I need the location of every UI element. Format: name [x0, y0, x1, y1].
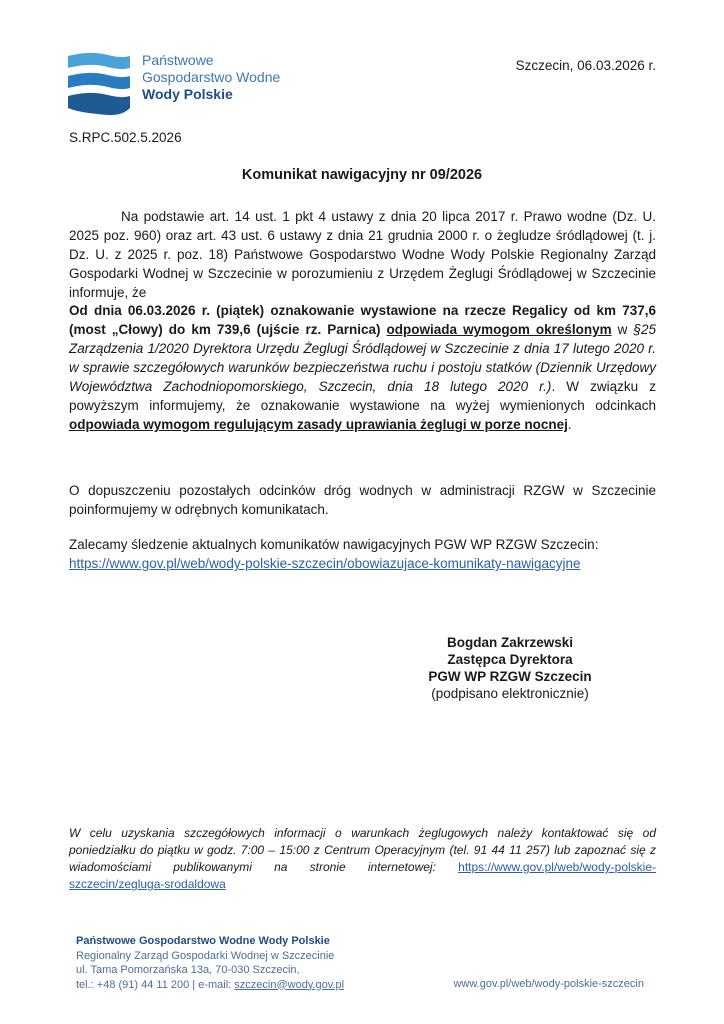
- signature-block: [400, 634, 620, 702]
- footer-website[interactable]: www.gov.pl/web/wody-polskie-szczecin: [453, 978, 644, 990]
- footer-contact: [76, 978, 344, 993]
- announcement-intro: Od dnia 06.03.2026 r. (piątek) oznakowanie wystawione na rzecze Regalicy od km 737,6 (most „Cłowy) do km 739,6 (ujście rz. Parnica): [69, 303, 656, 337]
- logo-line-3: Wody Polskie: [142, 86, 233, 102]
- footer-unit: Regionalny Zarząd Gospodarki Wodnej w Szczecinie: [76, 949, 335, 962]
- footer-address-line: ul. Tama Pomorzańska 13a, 70-030 Szczecin,: [76, 964, 300, 976]
- footer-phone: tel.: +48 (91) 44 11 200 | e-mail:: [76, 978, 235, 991]
- reference-number: S.RPC.502.5.2026: [69, 130, 182, 145]
- info-note: [69, 825, 656, 893]
- wody-polskie-logo-icon: [68, 52, 130, 116]
- logo-line-2: Gospodarstwo Wodne: [142, 69, 281, 85]
- paragraph-legal-basis: Na podstawie art. 14 ust. 1 pkt 4 ustawy z dnia 20 lipca 2017 r. Prawo wodne (Dz. U. 2025 poz. 960) oraz art. 43 ust. 6 ustawy z dnia 21 grudnia 2000 r. o żegludze śródlądowej (t. j. Dz. U. z 2025 r. poz. 18) Państwowe Gospodarstwo Wodne Wody Polskie Regionalny Zarząd Gospodarki Wodnej w Szczecinie w porozumieniu z Urzędem Żeglugi Śródlądowej w Szczecinie informuje, że: [69, 209, 656, 300]
- logo-line-1: Państwowe: [142, 52, 214, 68]
- footer-address: [76, 934, 344, 992]
- announcement-plain-1: w: [611, 322, 634, 337]
- place-date: Szczecin, 06.03.2026 r.: [515, 58, 656, 73]
- paragraph-other-sections: O dopuszczeniu pozostałych odcinków dróg wodnych w administracji RZGW w Szczecinie poinformujemy w odrębnych komunikatach.: [69, 483, 656, 517]
- document-title: Komunikat nawigacyjny nr 09/2026: [241, 167, 483, 183]
- paragraph-follow-updates: [69, 535, 656, 573]
- footer-org: Państwowe Gospodarstwo Wodne Wody Polskie: [76, 935, 330, 947]
- logo-text: [142, 52, 280, 103]
- signature-note: (podpisano elektronicznie): [431, 686, 589, 701]
- info-note-text: W celu uzyskania szczegółowych informacji o warunkach żeglugowych należy kontaktować się od poniedziałku do piątku w godz. 7:00 – 15:00 z Centrum Operacyjnym (tel. 91 44 11 257) lub zapoznać się z wiadomościami publikowanymi na stronie internetowej:: [69, 826, 656, 874]
- signatory-organization: PGW WP RZGW Szczecin: [428, 669, 592, 684]
- signatory-name: Bogdan Zakrzewski: [446, 635, 574, 650]
- announcement-plain-2: . W związku z powyższym informujemy, że oznakowanie wystawione na wyżej wymienionych odcinkach: [69, 379, 656, 413]
- footer-email-link[interactable]: szczecin@wody.gov.pl: [234, 978, 345, 991]
- announcement-compliance: odpowiada wymogom określonym: [386, 322, 612, 337]
- announcement-night-navigation: odpowiada wymogom regulującym zasady uprawiania żeglugi w porze nocnej: [69, 417, 568, 432]
- paragraph-announcement: [69, 301, 656, 434]
- announcement-end: .: [567, 417, 572, 432]
- signatory-position: Zastępca Dyrektora: [447, 652, 573, 667]
- navigation-info-link[interactable]: https://www.gov.pl/web/wody-polskie-szczecin/zegluga-srodaldowa: [69, 860, 656, 891]
- announcements-link[interactable]: https://www.gov.pl/web/wody-polskie-szczecin/obowiazujace-komunikaty-nawigacyjne: [69, 556, 581, 571]
- follow-updates-text: Zalecamy śledzenie aktualnych komunikatów nawigacyjnych PGW WP RZGW Szczecin:: [69, 537, 599, 552]
- announcement-regulation-ref: §25 Zarządzenia 1/2020 Dyrektora Urzędu Żeglugi Śródlądowej w Szczecinie z dnia 17 lutego 2020 r. w sprawie szczegółowych warunków bezpieczeństwa ruchu i postoju statków (Dziennik Urzędowy Województwa Zachodniopomorskiego, Szczecin, dnia 18 lutego 2020 r.): [69, 322, 656, 394]
